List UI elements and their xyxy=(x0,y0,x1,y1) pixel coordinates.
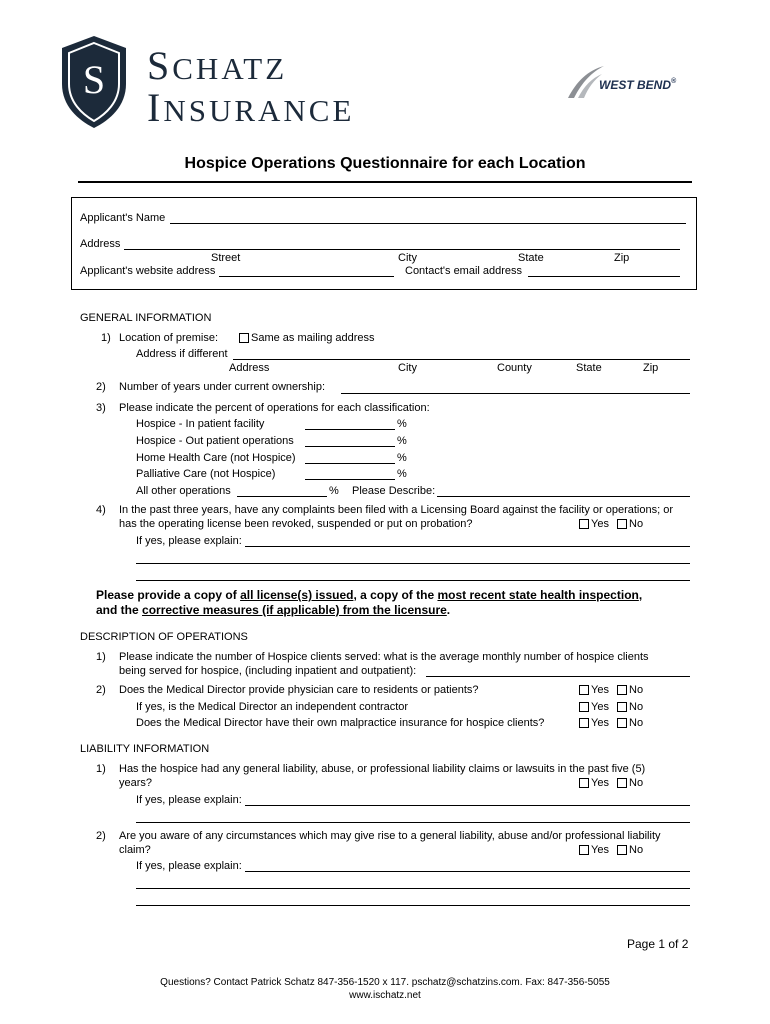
notice-line2: and the corrective measures (if applicable) from the licensure. xyxy=(96,603,451,617)
liab-q2-explain-label: If yes, please explain: xyxy=(136,860,242,872)
ops-q2b-yes-checkbox[interactable] xyxy=(579,718,589,728)
brand-name-line2: INSURANCE xyxy=(147,85,355,130)
q4-number: 4) xyxy=(96,504,106,516)
city-caption: City xyxy=(398,252,417,264)
yes-label: Yes xyxy=(591,701,609,713)
ops-q2-no-checkbox[interactable] xyxy=(617,685,627,695)
zip-caption: Zip xyxy=(614,252,630,264)
q4-no-checkbox[interactable] xyxy=(617,519,627,529)
liab-q2-line2: claim? xyxy=(119,844,151,856)
no-label: No xyxy=(629,518,644,530)
liab-q1-number: 1) xyxy=(96,763,106,775)
liab-q2-number: 2) xyxy=(96,830,106,842)
class-label: Home Health Care (not Hospice) xyxy=(136,452,296,464)
no-label: No xyxy=(629,844,644,856)
liab-q2-explain-field[interactable] xyxy=(245,871,690,872)
loc-address-caption: Address xyxy=(229,362,270,374)
liab-q2-explain-field[interactable] xyxy=(136,888,690,889)
class-label: Palliative Care (not Hospice) xyxy=(136,468,276,480)
describe-label: Please Describe: xyxy=(352,485,436,497)
q2-number: 2) xyxy=(96,381,106,393)
liability-heading: LIABILITY INFORMATION xyxy=(80,743,210,755)
q4-yes-checkbox[interactable] xyxy=(579,519,589,529)
q1-label: Location of premise: xyxy=(119,332,219,344)
applicant-name-label: Applicant's Name xyxy=(80,212,166,224)
email-label: Contact's email address xyxy=(405,265,523,277)
liab-q1-no-checkbox[interactable] xyxy=(617,778,627,788)
q4-explain-label: If yes, please explain: xyxy=(136,535,242,547)
applicant-name-field[interactable] xyxy=(170,223,686,224)
address-if-different-label: Address if different xyxy=(136,348,228,360)
class-percent-field[interactable] xyxy=(305,479,395,480)
class-label: Hospice - In patient facility xyxy=(136,418,265,430)
percent-sign: % xyxy=(397,452,407,464)
q1-number: 1) xyxy=(101,332,111,344)
yes-label: Yes xyxy=(591,717,609,729)
liab-q1-yes-checkbox[interactable] xyxy=(579,778,589,788)
liab-q1-line1: Has the hospice had any general liability, abuse, or professional liability claims or lawsuits in the past five (5) xyxy=(119,763,646,775)
page-number: Page 1 of 2 xyxy=(627,937,689,951)
yes-label: Yes xyxy=(591,684,609,696)
q3-number: 3) xyxy=(96,402,106,414)
loc-zip-caption: Zip xyxy=(643,362,659,374)
describe-field[interactable] xyxy=(437,496,690,497)
liab-q1-explain-field[interactable] xyxy=(136,822,690,823)
class-label: Hospice - Out patient operations xyxy=(136,435,294,447)
footer-contact: Questions? Contact Patrick Schatz 847-356-1520 x 117. pschatz@schatzins.com. Fax: 847-356-5055 xyxy=(160,977,610,988)
q3-text: Please indicate the percent of operations for each classification: xyxy=(119,402,430,414)
q4-explain-field[interactable] xyxy=(245,546,690,547)
email-field[interactable] xyxy=(528,276,680,277)
same-address-checkbox[interactable] xyxy=(239,333,249,343)
same-address-label: Same as mailing address xyxy=(251,332,375,344)
website-field[interactable] xyxy=(219,276,394,277)
hospice-clients-field[interactable] xyxy=(426,676,690,677)
ops-q2-yes-checkbox[interactable] xyxy=(579,685,589,695)
ops-q2-text: Does the Medical Director provide physician care to residents or patients? xyxy=(119,684,479,696)
no-label: No xyxy=(629,701,644,713)
loc-state-caption: State xyxy=(576,362,602,374)
yes-label: Yes xyxy=(591,518,609,530)
percent-sign: % xyxy=(329,485,339,497)
q4-explain-field[interactable] xyxy=(136,580,690,581)
liab-q2-yes-checkbox[interactable] xyxy=(579,845,589,855)
page-title: Hospice Operations Questionnaire for each Location xyxy=(184,155,586,172)
ops-q2a-yes-checkbox[interactable] xyxy=(579,702,589,712)
liab-q1-line2: years? xyxy=(119,777,153,789)
percent-sign: % xyxy=(397,418,407,430)
location-address-field[interactable] xyxy=(233,359,690,360)
state-caption: State xyxy=(518,252,544,264)
percent-sign: % xyxy=(397,468,407,480)
loc-county-caption: County xyxy=(497,362,532,374)
brand-name-line1: SCHATZ xyxy=(147,43,288,88)
q4-explain-field[interactable] xyxy=(136,563,690,564)
address-label: Address xyxy=(80,238,121,250)
years-ownership-field[interactable] xyxy=(341,393,690,394)
liab-q1-explain-field[interactable] xyxy=(245,805,690,806)
class-percent-field[interactable] xyxy=(237,496,327,497)
partner-logo-text: WEST BEND® xyxy=(599,78,677,92)
liab-q2-explain-field[interactable] xyxy=(136,905,690,906)
liab-q2-no-checkbox[interactable] xyxy=(617,845,627,855)
ops-q2a-no-checkbox[interactable] xyxy=(617,702,627,712)
general-heading: GENERAL INFORMATION xyxy=(80,312,212,324)
ops-q2-number: 2) xyxy=(96,684,106,696)
ops-q1-number: 1) xyxy=(96,651,106,663)
liab-q1-explain-label: If yes, please explain: xyxy=(136,794,242,806)
class-percent-field[interactable] xyxy=(305,429,395,430)
q4-line1: In the past three years, have any complaints been filed with a Licensing Board against the facility or operations; or xyxy=(119,504,673,516)
ops-q2b-no-checkbox[interactable] xyxy=(617,718,627,728)
website-label: Applicant's website address xyxy=(80,265,216,277)
street-caption: Street xyxy=(211,252,241,264)
no-label: No xyxy=(629,777,644,789)
class-label: All other operations xyxy=(136,485,231,497)
class-percent-field[interactable] xyxy=(305,446,395,447)
footer-website[interactable]: www.ischatz.net xyxy=(349,990,421,1001)
yes-label: Yes xyxy=(591,844,609,856)
ops-q1-line1: Please indicate the number of Hospice clients served: what is the average monthly number of hospice clients xyxy=(119,651,649,663)
percent-sign: % xyxy=(397,435,407,447)
ops-q1-line2: being served for hospice, (including inpatient and outpatient): xyxy=(119,665,417,677)
logo-letter: S xyxy=(82,57,106,102)
class-percent-field[interactable] xyxy=(305,463,395,464)
ops-q2b-text: Does the Medical Director have their own malpractice insurance for hospice clients? xyxy=(136,717,545,729)
loc-city-caption: City xyxy=(398,362,417,374)
q4-line2: has the operating license been revoked, suspended or put on probation? xyxy=(119,518,473,530)
operations-heading: DESCRIPTION OF OPERATIONS xyxy=(80,631,248,643)
address-field[interactable] xyxy=(124,249,680,250)
liab-q2-line1: Are you aware of any circumstances which may give rise to a general liability, abuse and/or professional liability xyxy=(119,830,661,842)
yes-label: Yes xyxy=(591,777,609,789)
no-label: No xyxy=(629,684,644,696)
q2-text: Number of years under current ownership: xyxy=(119,381,326,393)
title-divider xyxy=(78,181,692,183)
ops-q2a-text: If yes, is the Medical Director an independent contractor xyxy=(136,701,409,713)
no-label: No xyxy=(629,717,644,729)
notice-line1: Please provide a copy of all license(s) issued, a copy of the most recent state health inspection, xyxy=(96,588,643,602)
